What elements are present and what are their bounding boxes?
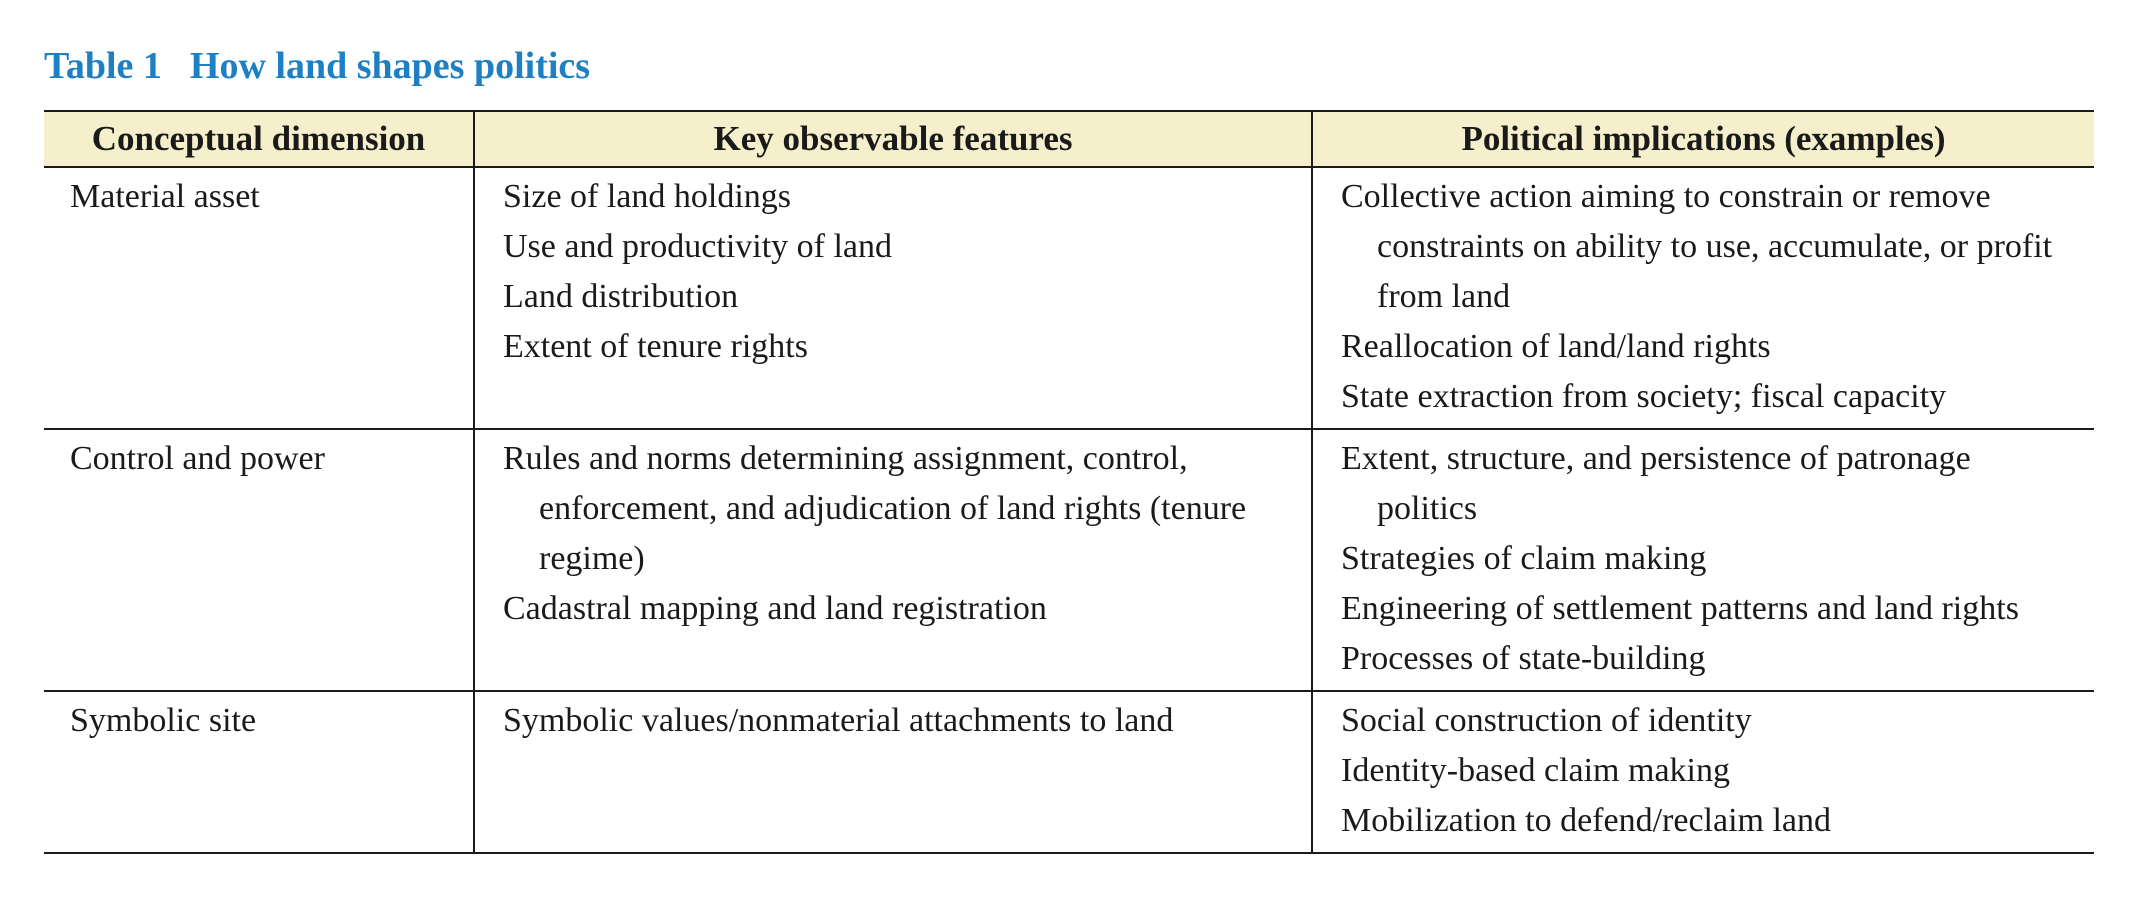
feature-item: Extent of tenure rights: [503, 328, 808, 365]
feature-item: Cadastral mapping and land registration: [503, 590, 1047, 627]
header-row: [44, 111, 2094, 167]
dimension-label: Symbolic site: [70, 702, 257, 739]
header-conceptual-dimension: Conceptual dimension: [91, 119, 426, 158]
table-row: [44, 429, 2094, 691]
feature-item: Use and productivity of land: [503, 228, 893, 265]
implication-item: Reallocation of land/land rights: [1341, 328, 1771, 365]
feature-item: Rules and norms determining assignment, control, enforcement, and adjudication of land rights (tenure regime): [503, 440, 1247, 577]
header-political-implications: Political implications (examples): [1312, 111, 2094, 167]
table-number: Table 1: [44, 45, 162, 87]
table-title: How land shapes politics: [189, 45, 591, 87]
table-caption: [44, 44, 590, 88]
dimension-cell: [44, 167, 474, 429]
implications-cell: [1312, 691, 2094, 853]
implication-item: Extent, structure, and persistence of patronage politics: [1341, 440, 1971, 527]
feature-item: Size of land holdings: [503, 178, 792, 215]
dimension-label: Control and power: [70, 440, 325, 477]
table-row: [44, 691, 2094, 853]
implications-cell: [1312, 429, 2094, 691]
implication-item: Collective action aiming to constrain or remove constraints on ability to use, accumulate, or profit from land: [1341, 178, 2053, 315]
features-cell: [474, 167, 1312, 429]
implication-item: Engineering of settlement patterns and land rights: [1341, 590, 2019, 627]
table-body: [44, 167, 2094, 853]
implication-item: Processes of state-building: [1341, 640, 1706, 677]
implication-item: Identity-based claim making: [1341, 752, 1730, 789]
implication-item: Strategies of claim making: [1341, 540, 1707, 577]
features-cell: [474, 429, 1312, 691]
land-politics-table: [44, 110, 2094, 854]
dimension-label: Material asset: [70, 178, 260, 215]
table-header: [44, 111, 2094, 167]
implication-item: State extraction from society; fiscal capacity: [1341, 378, 1947, 415]
feature-item: Land distribution: [503, 278, 739, 315]
implication-item: Mobilization to defend/reclaim land: [1341, 802, 1832, 839]
feature-item: Symbolic values/nonmaterial attachments to land: [503, 702, 1174, 739]
dimension-cell: [44, 691, 474, 853]
header-key-observable-features: Key observable features: [474, 111, 1312, 167]
implications-cell: [1312, 167, 2094, 429]
implication-item: Social construction of identity: [1341, 702, 1752, 739]
table-row: [44, 167, 2094, 429]
dimension-cell: [44, 429, 474, 691]
features-cell: [474, 691, 1312, 853]
